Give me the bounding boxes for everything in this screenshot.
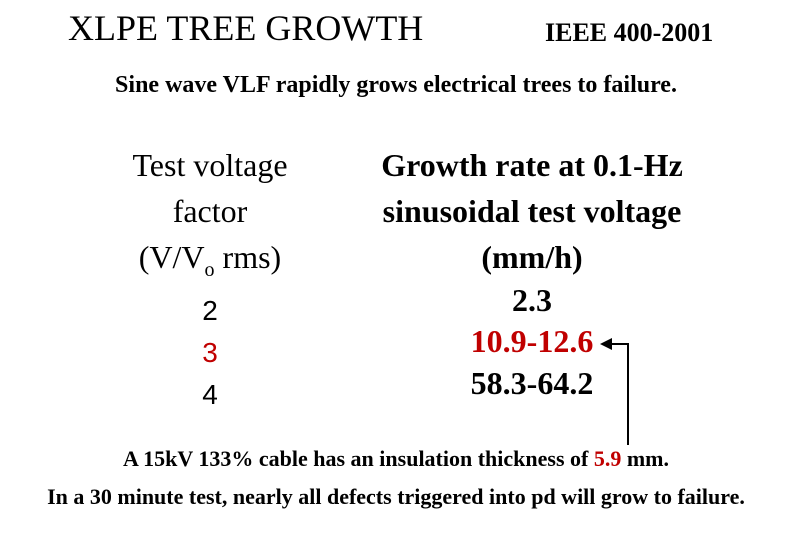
growth-rate-header-line1: Growth rate at 0.1-Hz (381, 147, 683, 183)
subtitle: Sine wave VLF rapidly grows electrical trees to failure. (115, 72, 677, 98)
growth-rate-row1: 2.3 (512, 282, 552, 318)
insulation-note (0, 444, 792, 474)
growth-rate-header-line2: sinusoidal test voltage (382, 193, 682, 229)
standard-reference: IEEE 400-2001 (545, 18, 714, 47)
test-duration-note: In a 30 minute test, nearly all defects triggered into pd will grow to failure. (47, 484, 745, 509)
voltage-ratio-subscript: o (204, 259, 215, 281)
growth-rate-row2: 10.9-12.6 (470, 323, 594, 359)
insulation-note-suffix: mm. (621, 446, 670, 471)
factor-value-row3: 4 (202, 379, 218, 410)
page-title: XLPE TREE GROWTH (68, 8, 424, 48)
voltage-ratio-prefix: (V/V (138, 239, 205, 275)
growth-rate-row3: 58.3-64.2 (470, 365, 594, 401)
voltage-ratio-suffix: rms) (214, 239, 282, 275)
growth-rate-header-line3: (mm/h) (481, 239, 583, 275)
arrowhead-icon (600, 338, 612, 350)
insulation-note-prefix: A 15kV 133% cable has an insulation thickness of (122, 446, 594, 471)
factor-value-row2: 3 (202, 337, 218, 368)
connector-arrow-line (610, 344, 628, 445)
factor-value-row1: 2 (202, 295, 218, 326)
voltage-factor-header-line1: Test voltage (132, 147, 288, 183)
voltage-factor-header-line2: factor (172, 193, 248, 229)
insulation-thickness-value: 5.9 (593, 446, 622, 471)
